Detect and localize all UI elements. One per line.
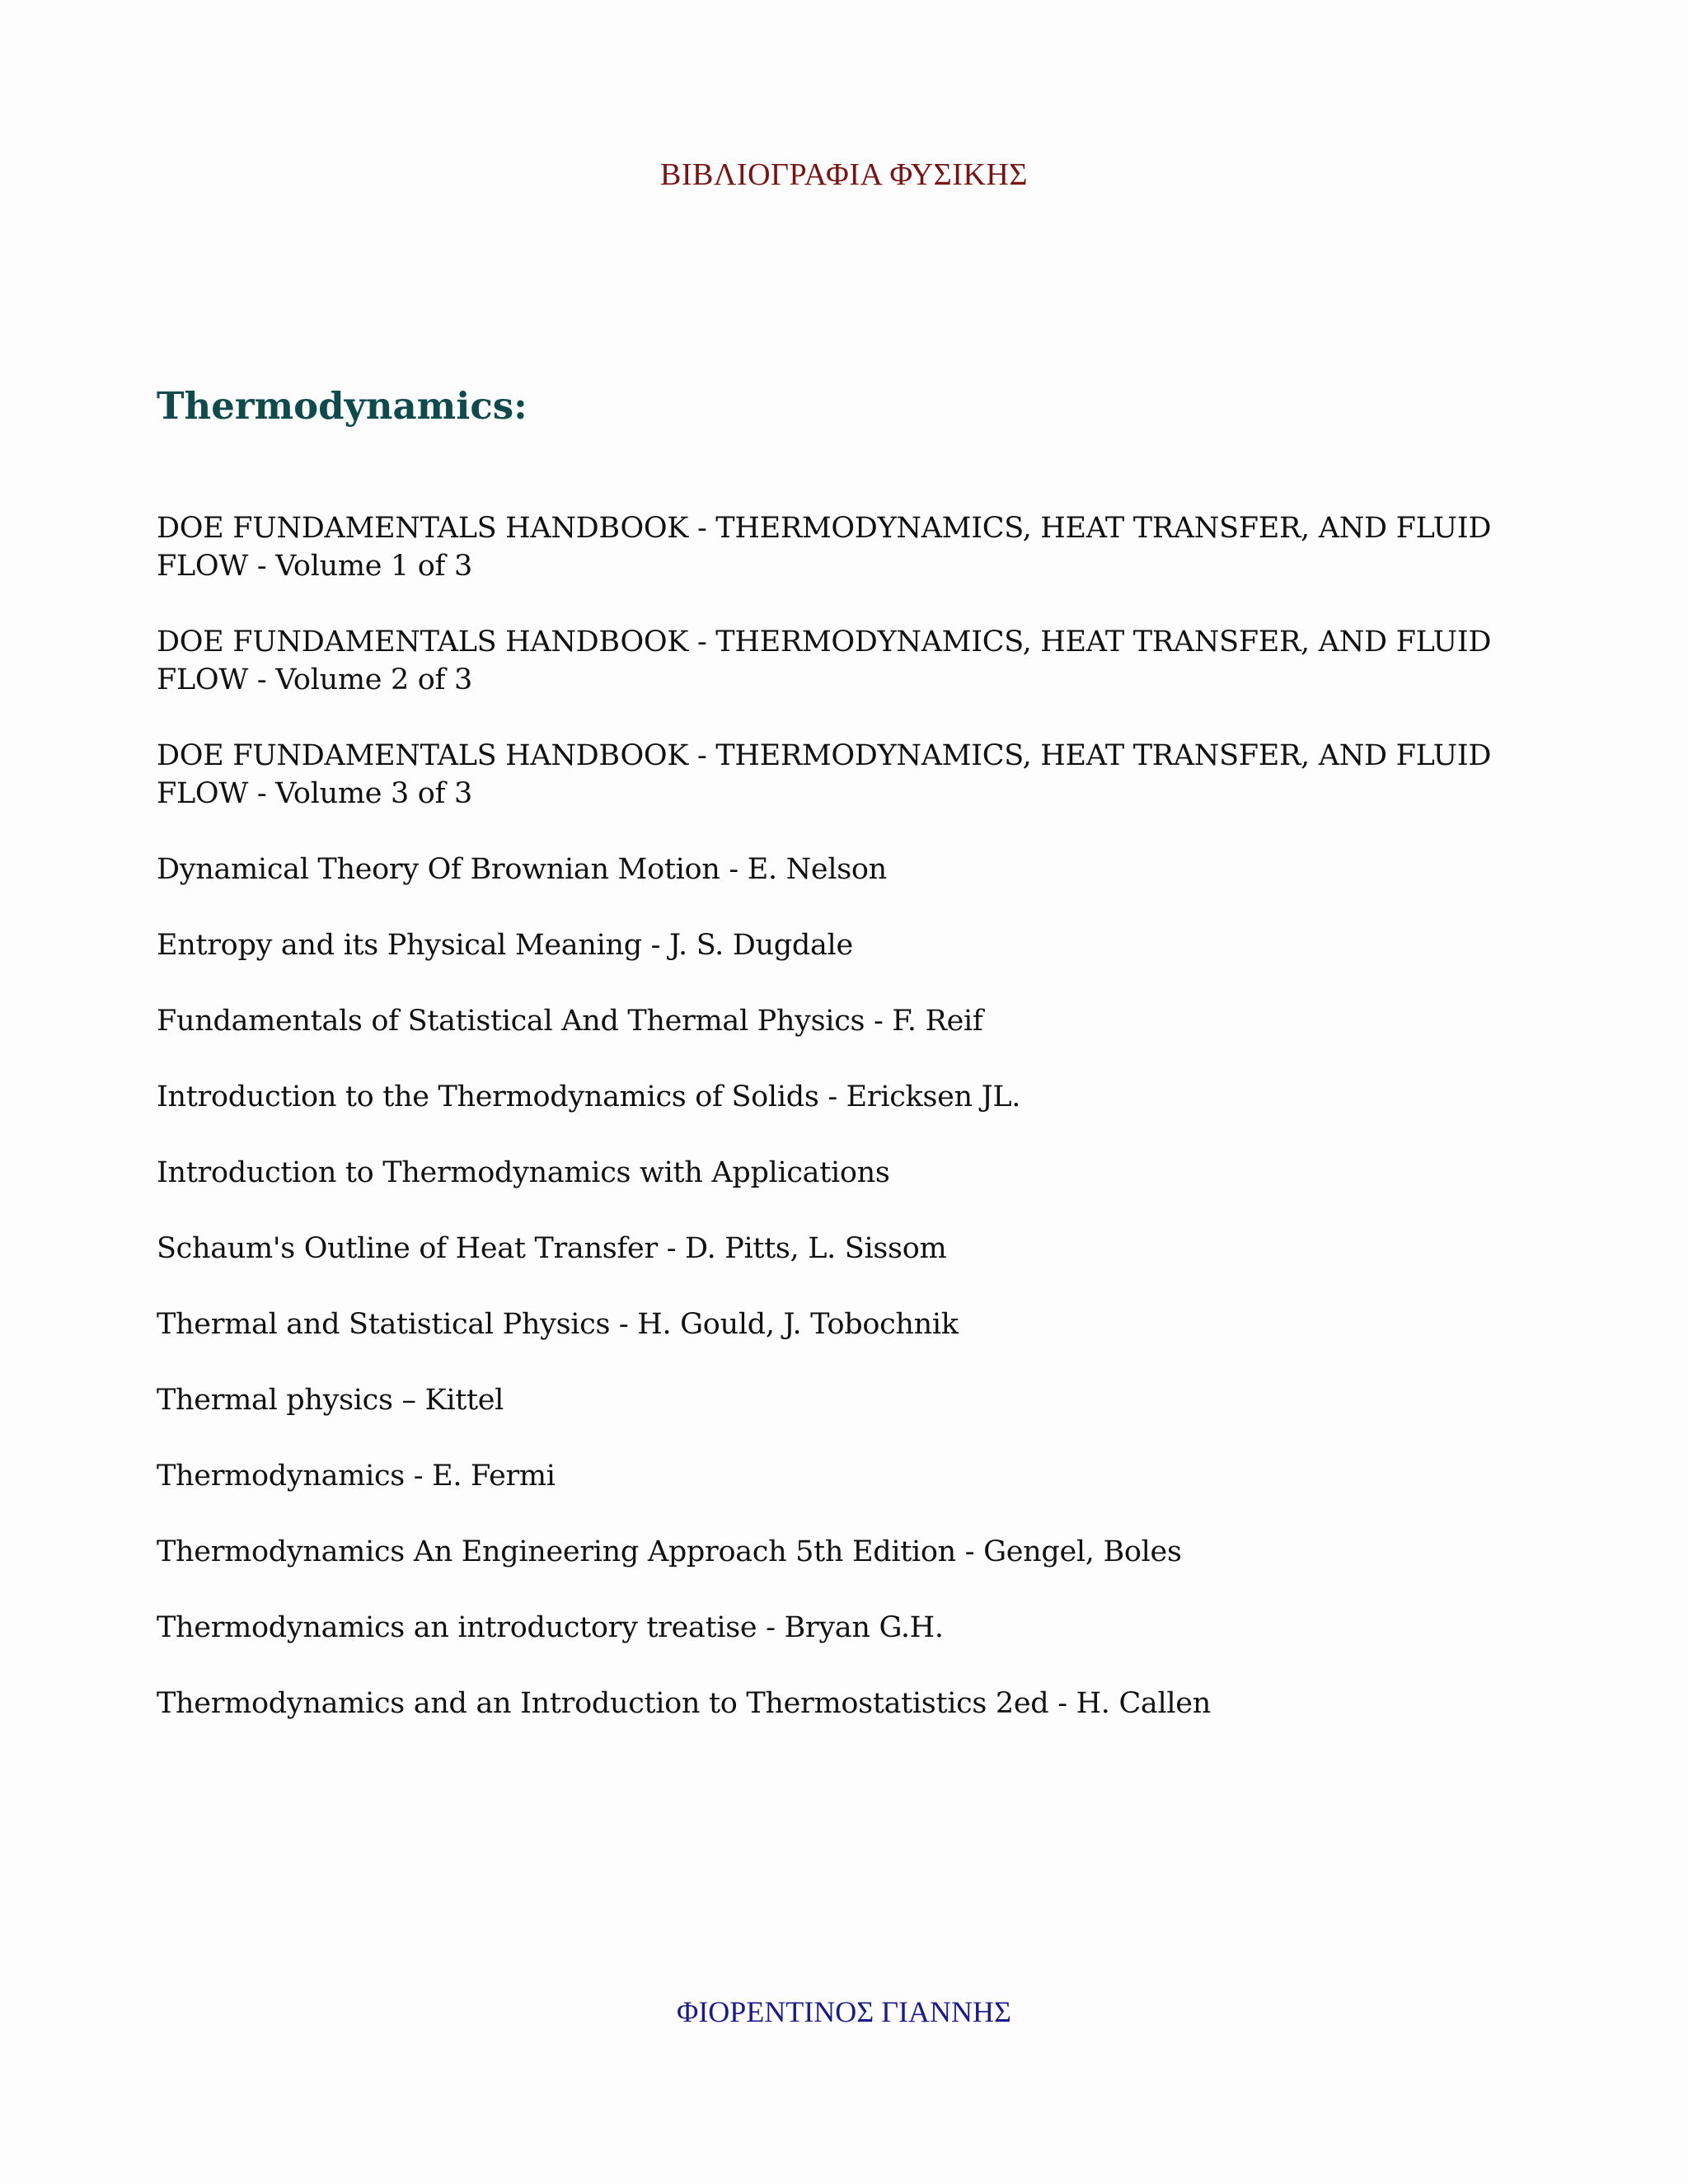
- book-item: Thermodynamics an introductory treatise - Bryan G.H.: [157, 1611, 944, 1644]
- book-item: Dynamical Theory Of Brownian Motion - E. Nelson: [157, 853, 887, 886]
- book-item: DOE FUNDAMENTALS HANDBOOK - THERMODYNAMICS, HEAT TRANSFER, AND FLUID FLOW - Volume 3 of 3: [157, 739, 1492, 810]
- book-item: Introduction to Thermodynamics with Applications: [157, 1156, 890, 1189]
- book-item: DOE FUNDAMENTALS HANDBOOK - THERMODYNAMICS, HEAT TRANSFER, AND FLUID FLOW - Volume 2 of 3: [157, 626, 1492, 696]
- page-footer-author: ΦΙΟΡΕΝΤΙΝΟΣ ΓΙΑΝΝΗΣ: [677, 1995, 1011, 2028]
- book-item: Entropy and its Physical Meaning - J. S. Dugdale: [157, 929, 853, 962]
- book-item: Introduction to the Thermodynamics of Solids - Ericksen JL.: [157, 1080, 1021, 1113]
- page-header-title: ΒΙΒΛΙΟΓΡΑΦΙΑ ΦΥΣΙΚΗΣ: [660, 157, 1028, 192]
- book-item: Thermal physics – Kittel: [157, 1384, 504, 1417]
- book-item: Thermodynamics An Engineering Approach 5th Edition - Gengel, Boles: [157, 1535, 1182, 1568]
- book-item: Thermodynamics - E. Fermi: [157, 1460, 556, 1493]
- book-list: [157, 509, 1508, 1760]
- section-title: Thermodynamics:: [157, 384, 528, 428]
- book-item: Schaum's Outline of Heat Transfer - D. Pitts, L. Sissom: [157, 1232, 947, 1265]
- book-item: DOE FUNDAMENTALS HANDBOOK - THERMODYNAMICS, HEAT TRANSFER, AND FLUID FLOW - Volume 1 of 3: [157, 512, 1492, 583]
- book-item: Thermodynamics and an Introduction to Thermostatistics 2ed - H. Callen: [157, 1687, 1211, 1720]
- book-item: Fundamentals of Statistical And Thermal Physics - F. Reif: [157, 1005, 983, 1038]
- book-item: Thermal and Statistical Physics - H. Gould, J. Tobochnik: [157, 1308, 959, 1341]
